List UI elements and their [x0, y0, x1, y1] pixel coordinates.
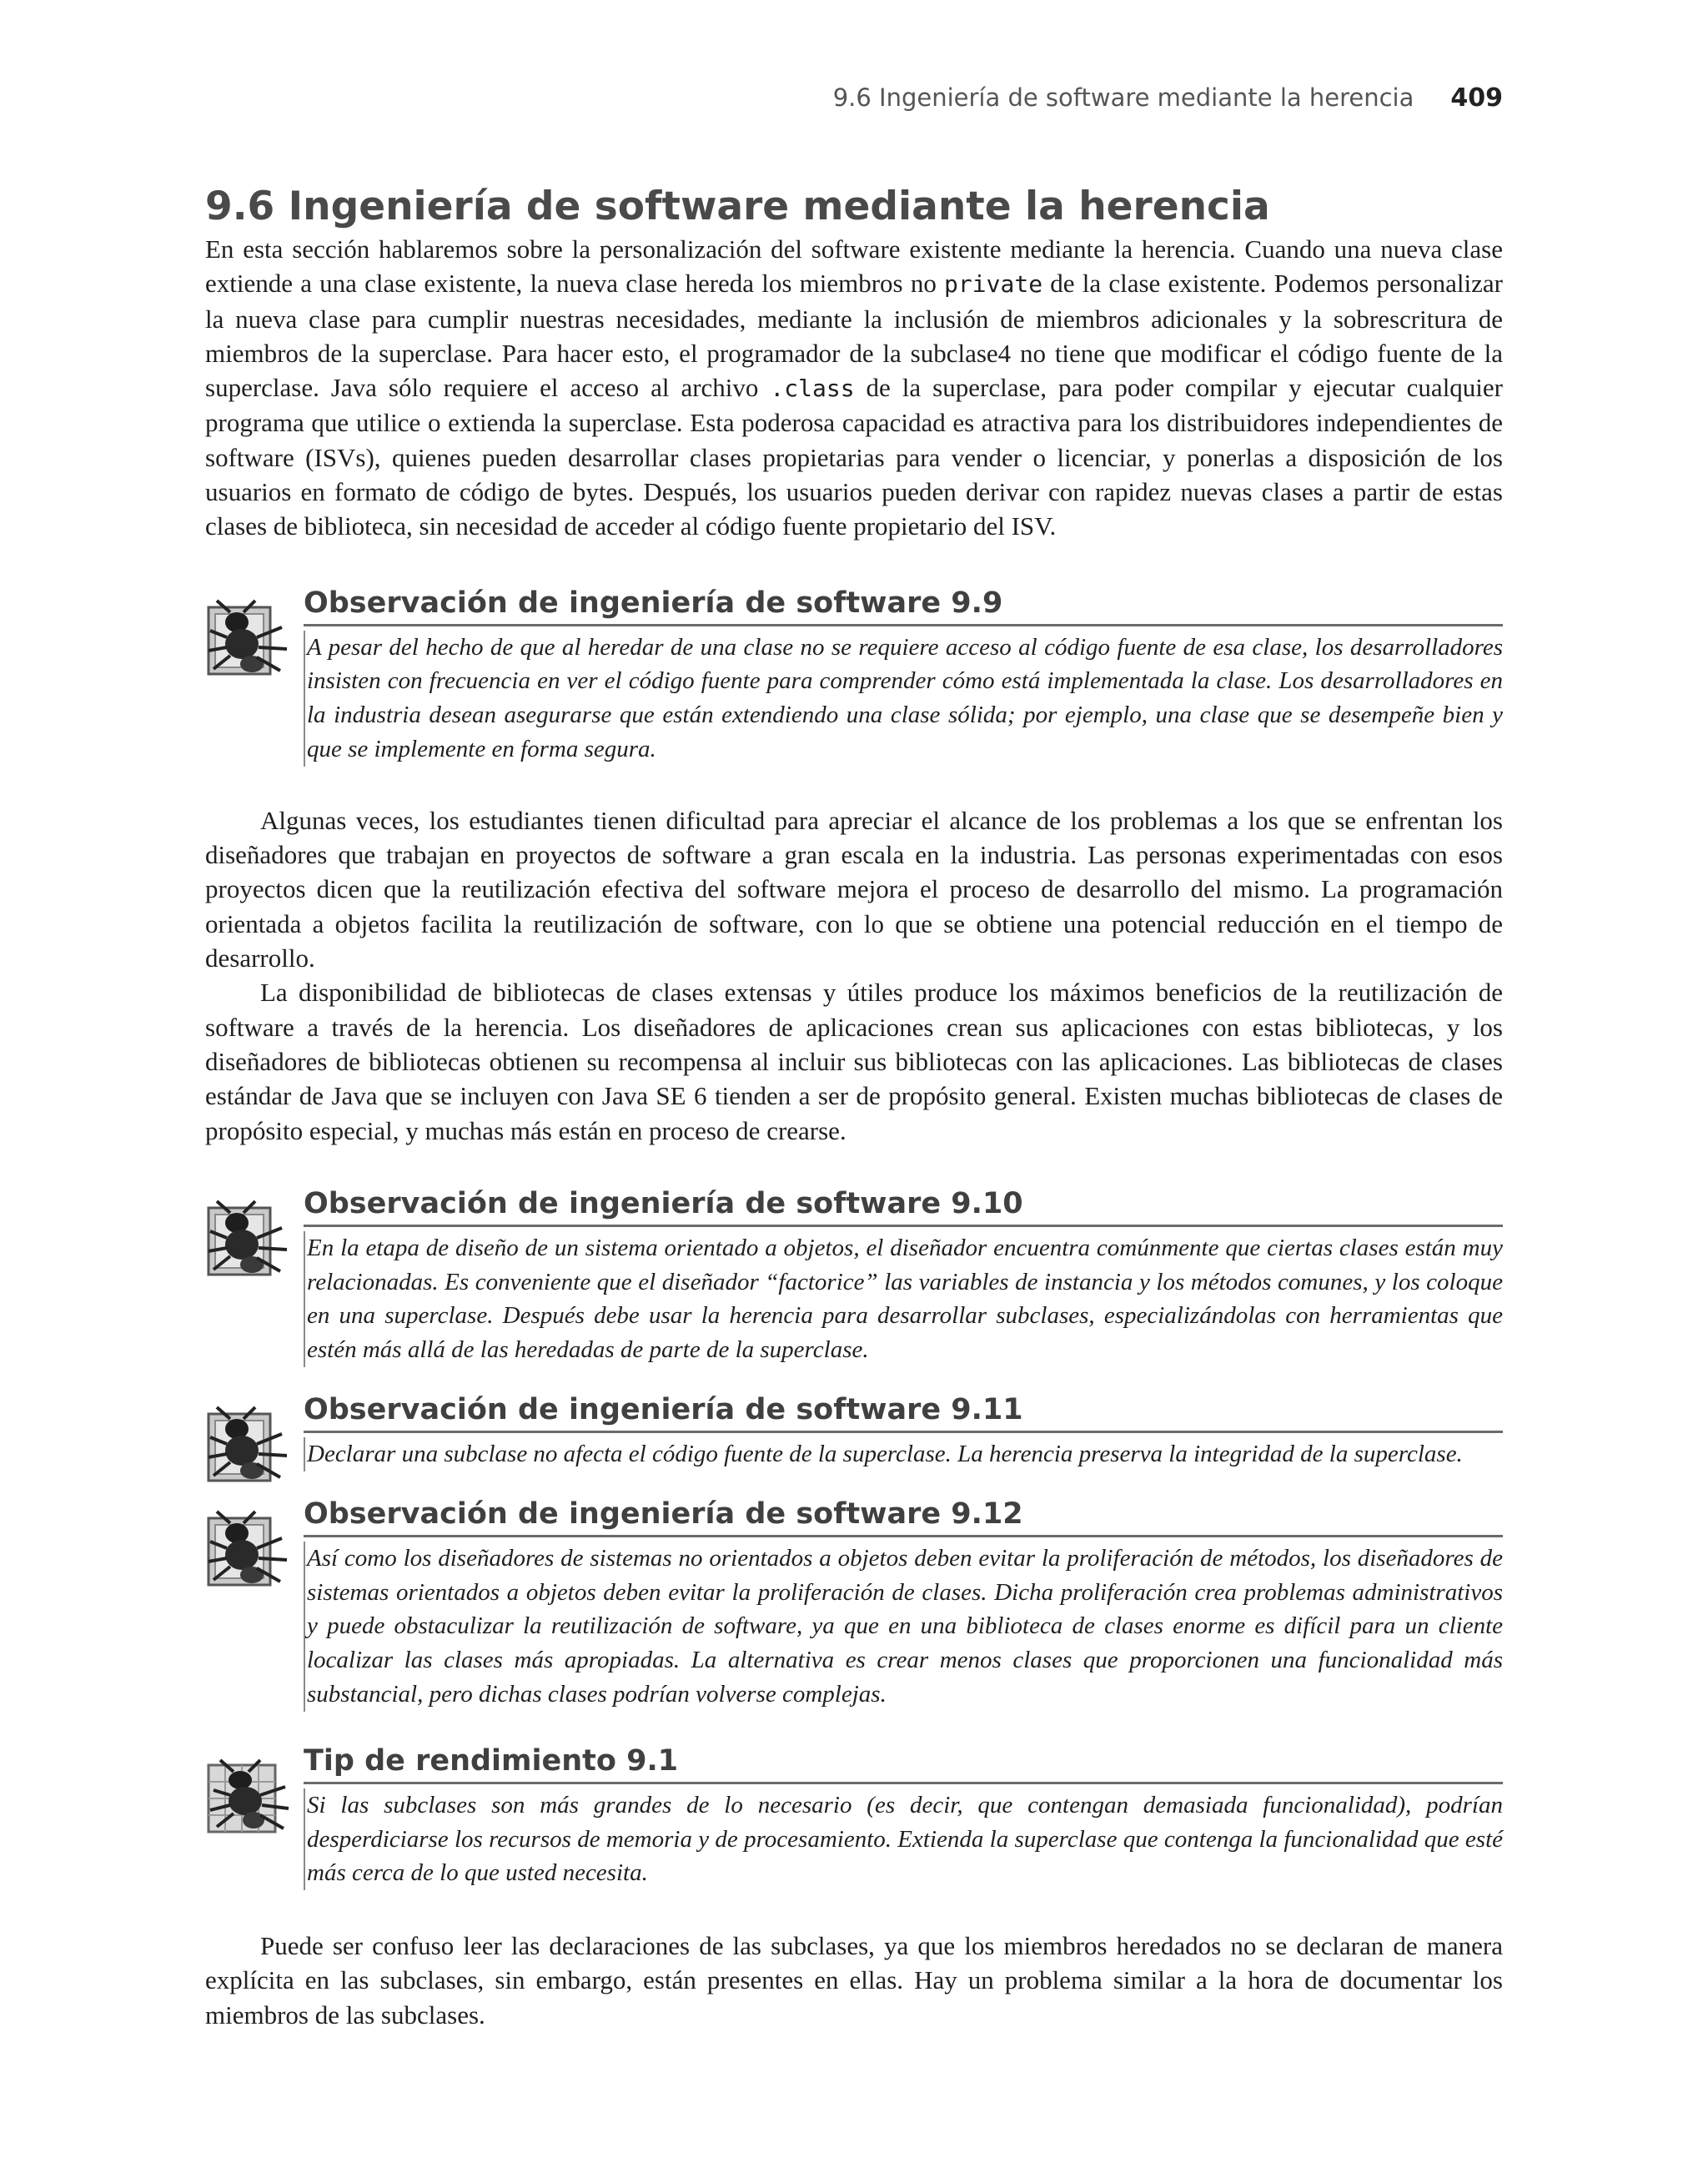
page-content — [205, 182, 1503, 2032]
code-class-extension: .class — [770, 375, 855, 403]
tip-title: Tip de rendimiento 9.1 — [304, 1742, 1503, 1784]
note-title: Observación de ingeniería de software 9.10 — [304, 1185, 1503, 1227]
running-head — [833, 83, 1503, 113]
paragraph-text: En esta sección hablaremos sobre la personalización del software existente mediante la herencia. Cuando una nueva clase extiende a una clase existente, la nueva clase hereda los miembros no — [205, 234, 1503, 299]
running-head-title: 9.6 Ingeniería de software mediante la herencia — [832, 83, 1414, 112]
software-engineering-observation-9-9 — [205, 584, 1503, 767]
note-body: A pesar del hecho de que al heredar de una clase no se requiere acceso al código fuente de esa clase, los desarrolladores insisten con frecuencia en ver el código fuente para comprender cómo está implementada la clase. Los desarrolladores en la industria desean asegurarse que están extendiendo una clase sólida; por ejemplo, una clase que se desempeñe bien y que se implemente en forma segura. — [304, 631, 1503, 767]
software-engineering-observation-9-11 — [205, 1391, 1503, 1471]
paragraph: Puede ser confuso leer las declaraciones de las subclases, ya que los miembros heredados no se declaran de manera explícita en las subclases, sin embargo, están presentes en ellas. Hay un problema similar a la hora de documentar los miembros de las subclases. — [205, 1931, 1503, 2030]
note-body: En la etapa de diseño de un sistema orientado a objetos, el diseñador encuentra comúnmente que ciertas clases están muy relacionadas. Es conveniente que el diseñador “factorice” las variables de instancia y los métodos comunes, y los coloque en una superclase. Después debe usar la herencia para desarrollar subclases, especializándolas con herramientas que estén más allá de las heredadas de parte de la superclase. — [304, 1231, 1503, 1367]
bug-software-engineering-icon — [205, 1508, 292, 1588]
bug-software-engineering-icon — [205, 1198, 292, 1278]
note-title: Observación de ingeniería de software 9.12 — [304, 1495, 1503, 1537]
section-title: 9.6 Ingeniería de software mediante la herencia — [205, 184, 1270, 229]
paragraph: La disponibilidad de bibliotecas de clases extensas y útiles produce los máximos beneficios de la reutilización de software a través de la herencia. Los diseñadores de aplicaciones crean sus aplicaciones con estas bibliotecas, y los diseñadores de bibliotecas obtienen su recompensa al incluir sus bibliotecas con las aplicaciones. Las bibliotecas de clases estándar de Java que se incluyen con Java SE 6 tienden a ser de propósito general. Existen muchas bibliotecas de clases de propósito especial, y muchas más están en proceso de crearse. — [205, 978, 1503, 1145]
note-body: Así como los diseñadores de sistemas no orientados a objetos deben evitar la proliferación de métodos, los diseñadores de sistemas orientados a objetos deben evitar la proliferación de clases. Dicha proliferación crea problemas administrativos y puede obstaculizar la reutilización de software, ya que en una biblioteca de clases enorme es difícil para un cliente localizar las clases más apropiadas. La alternativa es crear menos clases que proporcionen una funcionalidad más substancial, pero dichas clases podrían volverse complejas. — [304, 1542, 1503, 1712]
bug-software-engineering-icon — [205, 1404, 292, 1484]
software-engineering-observation-9-10 — [205, 1185, 1503, 1367]
bug-performance-tip-icon — [205, 1755, 292, 1835]
code-keyword-private: private — [944, 270, 1043, 299]
paragraph-text: de la superclase, para poder compilar y ejecutar cualquier programa que utilice o extienda la superclase. Esta poderosa capacidad es atractiva para los distribuidores independientes de software (ISVs), quienes pueden desarrollar clases propietarias para vender o licenciar, y ponerlas a disposición de los usuarios en formato de código de bytes. Después, los usuarios pueden derivar con rapidez nuevas clases a partir de estas clases de biblioteca, sin necesidad de acceder al código fuente propietario del ISV. — [205, 373, 1504, 541]
tip-body: Si las subclases son más grandes de lo necesario (es decir, que contengan demasiada funcionalidad), podrían desperdiciarse los recursos de memoria y de procesamiento. Extienda la superclase que contenga la funcionalidad que esté más cerca de lo que usted necesita. — [304, 1788, 1503, 1890]
note-body: Declarar una subclase no afecta el código fuente de la superclase. La herencia preserva la integridad de la superclase. — [304, 1437, 1503, 1471]
bug-software-engineering-icon — [205, 597, 292, 677]
paragraph-intro — [205, 232, 1503, 544]
note-title: Observación de ingeniería de software 9.11 — [304, 1391, 1503, 1433]
paragraph-text: de la clase existente. Podemos personalizar la nueva clase para cumplir nuestras necesidades, mediante la inclusión de miembros adicionales y la sobrescritura de miembros de la superclase. Para hacer esto, el programador de la subclase4 no tiene que modificar el código fuente de la superclase. Java sólo requiere el acceso al archivo — [205, 269, 1503, 403]
software-engineering-observation-9-12 — [205, 1495, 1503, 1712]
performance-tip-9-1 — [205, 1742, 1503, 1890]
paragraph: Algunas veces, los estudiantes tienen dificultad para apreciar el alcance de los problemas a los que se enfrentan los diseñadores que trabajan en proyectos de software a gran escala en la industria. Las personas experimentadas con esos proyectos dicen que la reutilización efectiva del software mejora el proceso de desarrollo del mismo. La programación orientada a objetos facilita la reutilización de software, con lo que se obtiene una potencial reducción en el tiempo de desarrollo. — [205, 805, 1503, 973]
page-number: 409 — [1450, 83, 1503, 113]
note-title: Observación de ingeniería de software 9.9 — [304, 584, 1503, 626]
